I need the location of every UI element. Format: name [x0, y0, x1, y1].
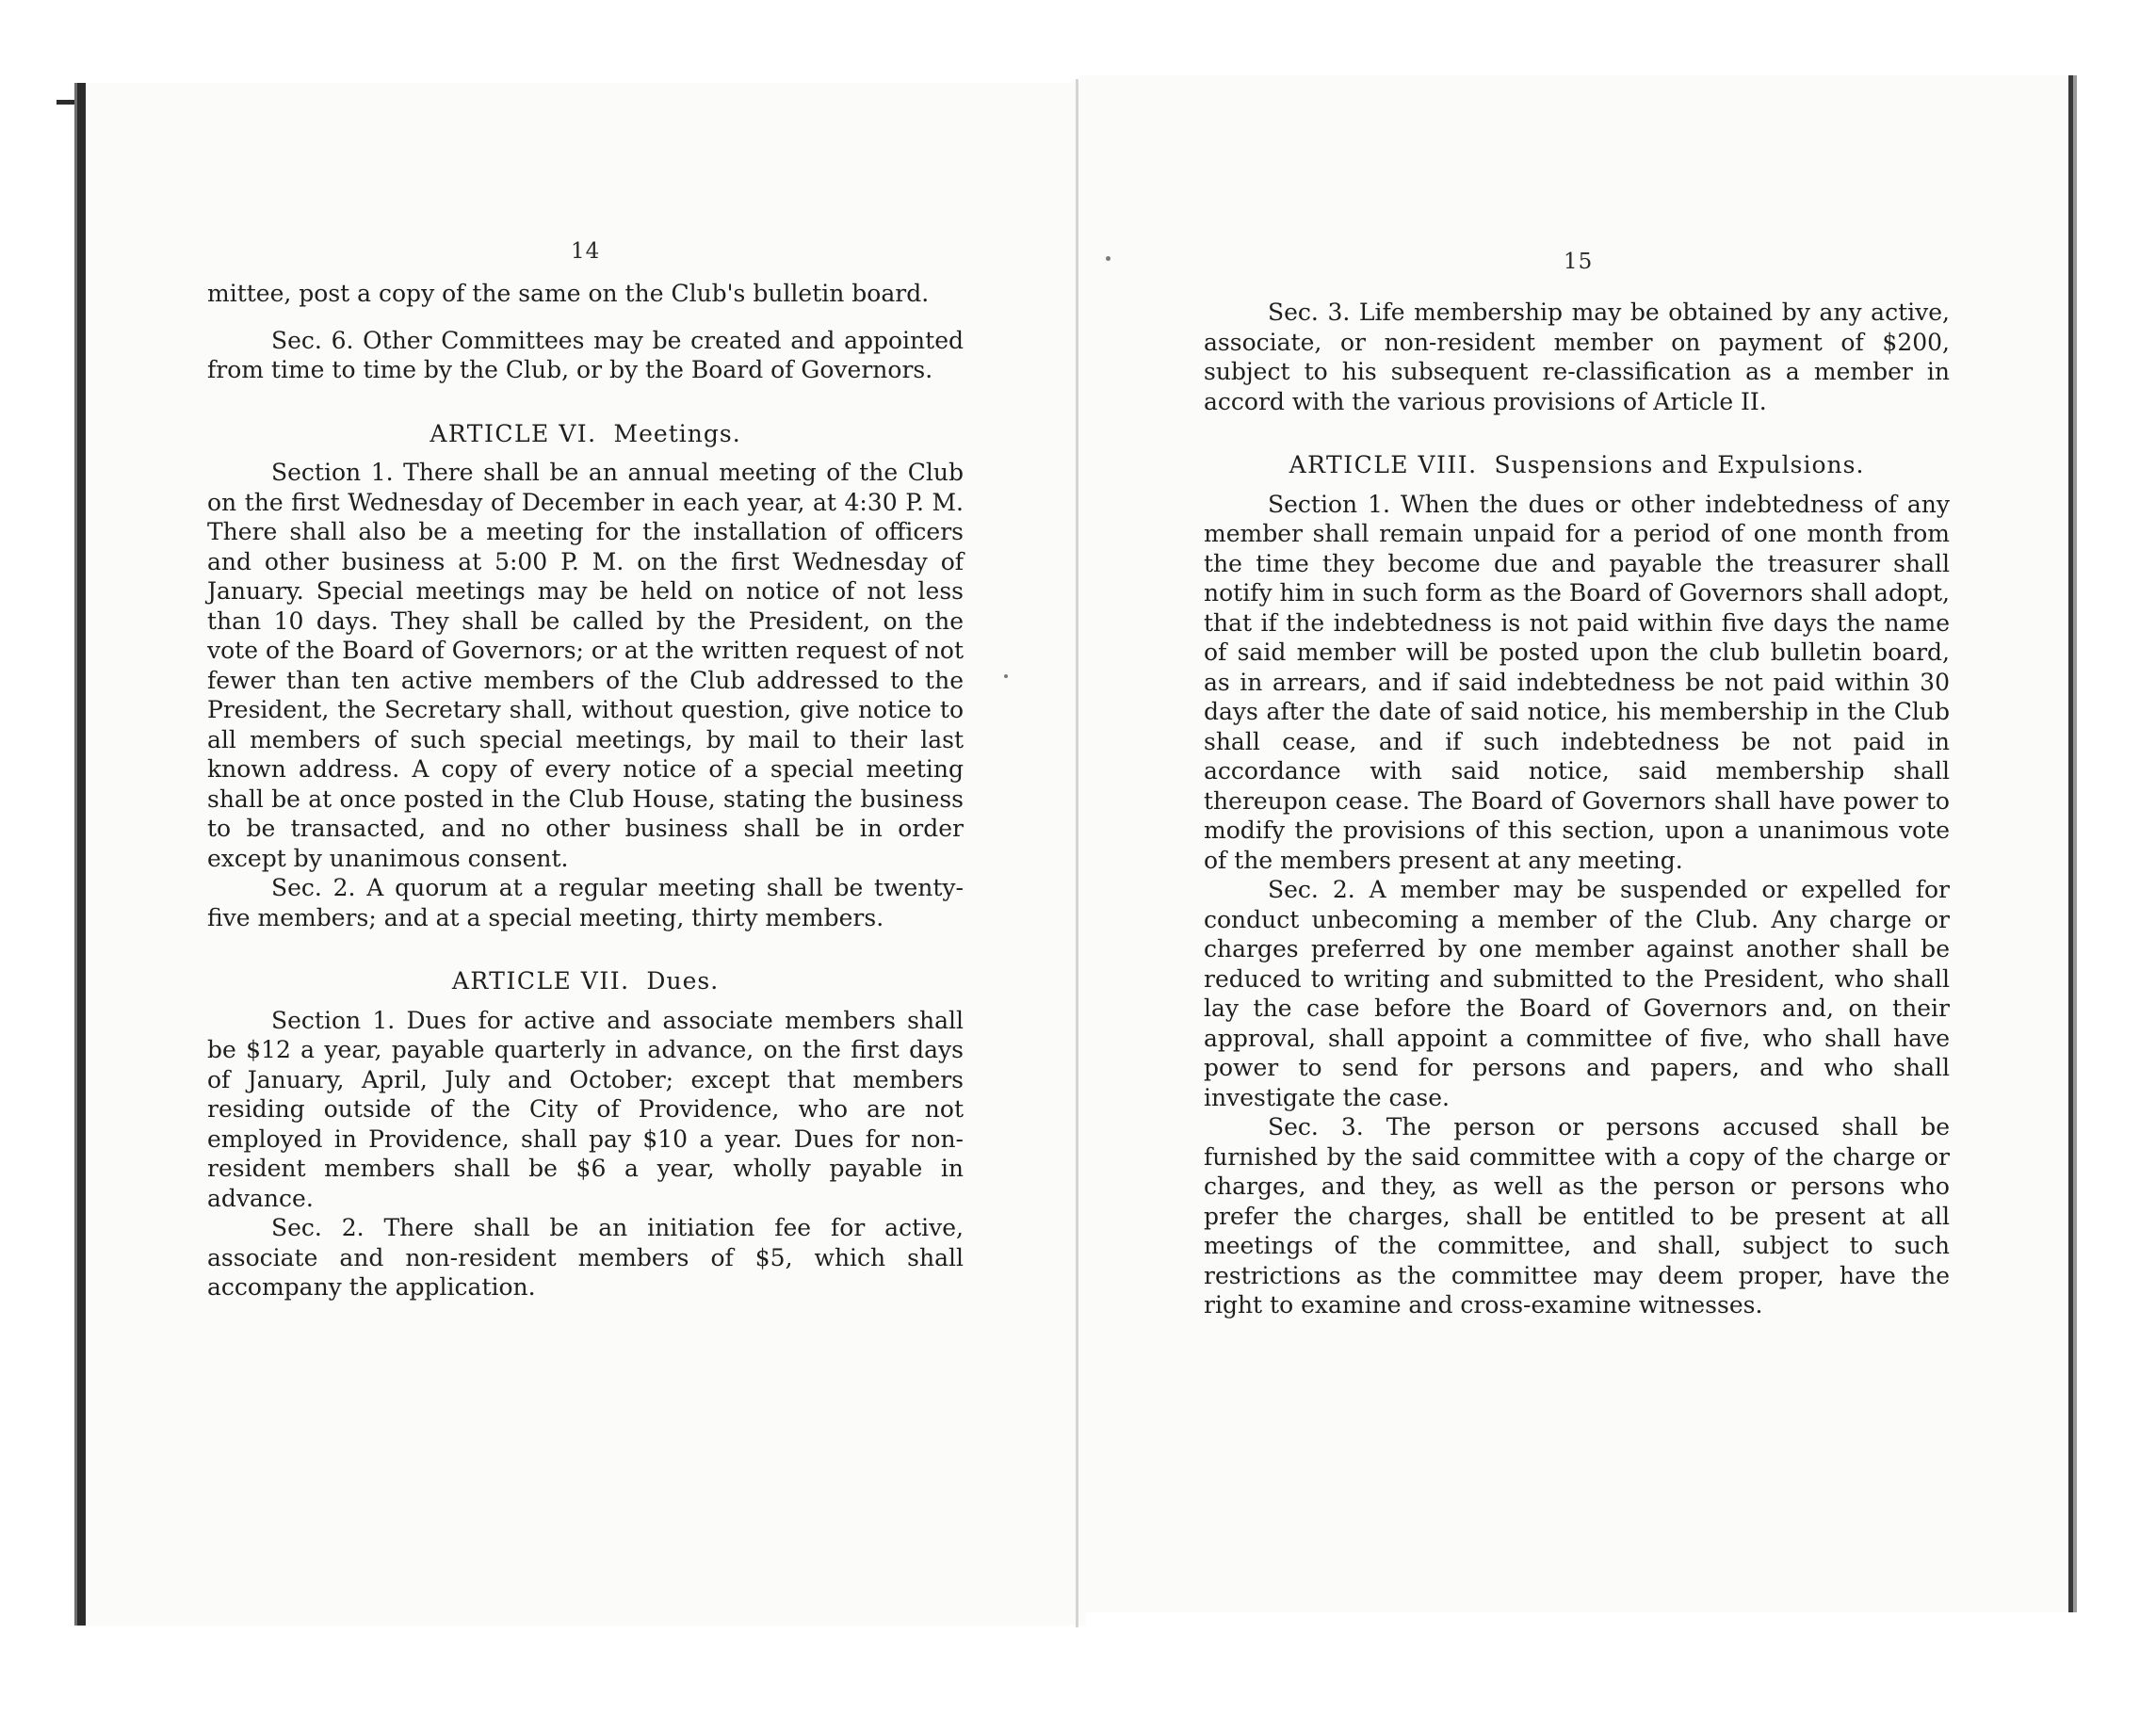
- left-page: [77, 83, 1086, 1626]
- paragraph-article-8-sec-3: Sec. 3. The person or persons accused shall be furnished by the said committee with a copy of the charge or charges, and they, as well as the person or persons who prefer the charges, shall be entitled to be present at all meetings of the committee, and shall, subject to such restrictions as the committee may deem proper, have the right to examine and cross-examine witnesses.: [1204, 1113, 1950, 1319]
- paragraph-article-8-section-1: Section 1. When the dues or other indebtedness of any member shall remain unpaid for a period of one month from the time they become due and payable the treasurer shall notify him in such form as the Board of Governors shall adopt, that if the indebtedness is not paid within five days the name of said member will be posted upon the club bulletin board, as in arrears, and if said indebtedness be not paid within 30 days after the date of said notice, his membership in the Club shall cease, and if such indebtedness be not paid in accordance with said notice, said membership shall thereupon cease. The Board of Governors shall have power to modify the provisions of this section, upon a unanimous vote of the members present at any meeting.: [1204, 490, 1950, 874]
- page-number-right: 15: [1564, 250, 1594, 274]
- paragraph-article-7-section-1: Section 1. Dues for active and associate members shall be $12 a year, payable quarterly in advance, on the first days of January, April, July and October; except that members residing outside of the City of Providence, who are not employed in Providence, shall pay $10 a year. Dues for non-resident members shall be $6 a year, wholly payable in advance.: [207, 1006, 964, 1212]
- article-6-title: Meetings.: [613, 419, 741, 447]
- page-number-left: 14: [571, 239, 601, 264]
- paragraph-continuation: mittee, post a copy of the same on the Club's bulletin board.: [207, 280, 930, 307]
- left-page-body: [207, 279, 964, 1302]
- paragraph-article-6-section-1: Section 1. There shall be an annual meeting of the Club on the first Wednesday of December in each year, at 4:30 P. M. There shall also be a meeting for the installation of officers and other business at 5:00 P. M. on the first Wednesday of January. Special meetings may be held on notice of not less than 10 days. They shall be called by the President, on the vote of the Board of Governors; or at the written request of not fewer than ten active members of the Club addressed to the President, the Secretary shall, without question, give notice to all members of such special meetings, by mail to their last known address. A copy of every notice of a special meeting shall be at once posted in the Club House, stating the business to be transacted, and no other business shall be in order except by unanimous consent.: [207, 459, 964, 872]
- article-7-label: ARTICLE VII.: [451, 967, 630, 995]
- paragraph-sec-3-life-membership: Sec. 3. Life membership may be obtained by any active, associate, or non-resident member on payment of $200, subject to his subsequent re-classification as a member in accord with the various provisions of Article II.: [1204, 299, 1950, 415]
- article-8-label: ARTICLE VIII.: [1289, 451, 1478, 478]
- book-gutter: [1076, 79, 1078, 1627]
- heading-article-8: [1204, 450, 1950, 480]
- article-7-title: Dues.: [646, 967, 720, 995]
- article-6-label: ARTICLE VI.: [430, 419, 597, 447]
- paragraph-sec-6: Sec. 6. Other Committees may be created and appointed from time to time by the Club, or by the Board of Governors.: [207, 326, 964, 383]
- article-8-title: Suspensions and Expulsions.: [1494, 451, 1865, 478]
- heading-article-7: [207, 966, 964, 996]
- paragraph-article-7-sec-2: Sec. 2. There shall be an initiation fee for active, associate and non-resident members of $5, which shall accompany the application.: [207, 1214, 964, 1301]
- right-page: [1079, 75, 2073, 1612]
- heading-article-6: [207, 419, 964, 449]
- scan-speck: [1106, 256, 1110, 261]
- page-edge-tab: [57, 100, 79, 105]
- paragraph-article-8-sec-2: Sec. 2. A member may be suspended or expelled for conduct unbecoming a member of the Club. Any charge or charges preferred by one member against another shall be reduced to writing and submitted to the President, who shall lay the case before the Board of Governors and, on their approval, shall appoint a committee of five, who shall have power to send for persons and papers, and who shall investigate the case.: [1204, 876, 1950, 1111]
- paragraph-article-6-sec-2: Sec. 2. A quorum at a regular meeting shall be twenty-five members; and at a special meeting, thirty members.: [207, 874, 964, 931]
- scan-speck: [1004, 674, 1008, 678]
- right-page-body: [1204, 298, 1950, 1320]
